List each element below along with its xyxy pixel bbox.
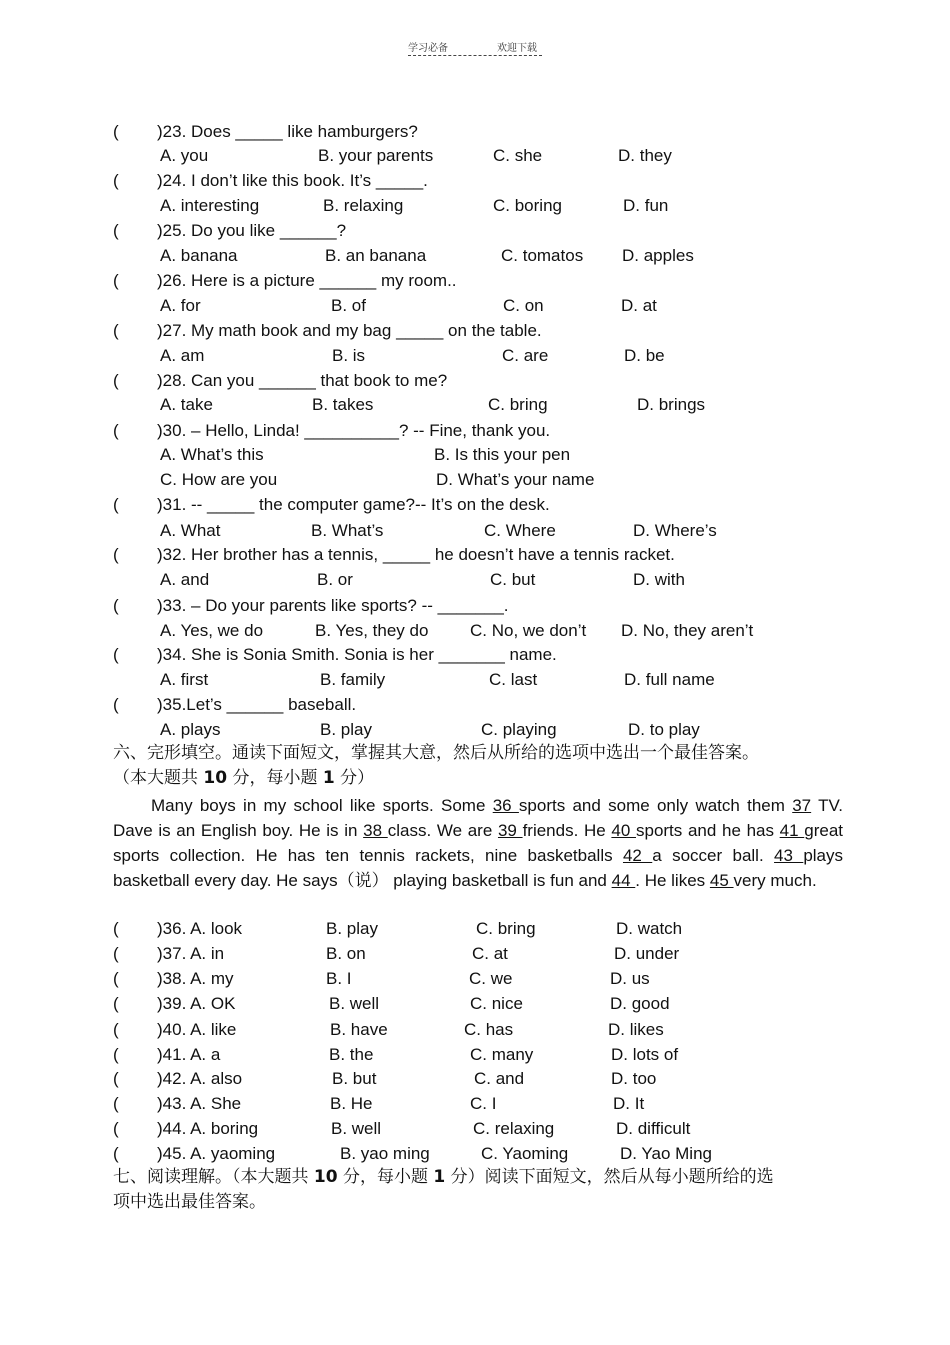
option-row xyxy=(0,445,950,465)
cloze-row xyxy=(0,994,950,1014)
question-row xyxy=(0,645,950,665)
option-b: B. the xyxy=(329,1045,374,1064)
question-row xyxy=(0,221,950,241)
option-row xyxy=(0,395,950,415)
option-c: C. bring xyxy=(488,395,548,414)
option-c: C. How are you xyxy=(160,470,278,489)
answer-paren: ( xyxy=(113,271,119,290)
option-c: C. many xyxy=(470,1045,534,1064)
option-c: C. nice xyxy=(470,994,523,1013)
blank-41: 41 xyxy=(779,821,805,840)
option-d: D. they xyxy=(618,146,672,165)
option-b: B. your parents xyxy=(318,146,434,165)
passage-text: a soccer ball. xyxy=(652,846,775,865)
cloze-row xyxy=(0,1020,950,1040)
passage-text: plays basketball every day. He says（说） playing basketball is fun and xyxy=(113,846,844,890)
cloze-stem: )43. A. She xyxy=(157,1094,242,1113)
passage-text: very much. xyxy=(733,871,817,890)
option-a: A. What’s this xyxy=(160,445,264,464)
cloze-row xyxy=(0,1045,950,1065)
question-stem: )25. Do you like ______? xyxy=(157,221,347,240)
option-row xyxy=(0,146,950,166)
cloze-stem: )41. A. a xyxy=(157,1045,221,1064)
option-row xyxy=(0,346,950,366)
heading-text: 分）阅读下面短文，然后从每小题所给的选 xyxy=(445,1167,774,1187)
cloze-stem: )36. A. look xyxy=(157,919,243,938)
question-stem: )27. My math book and my bag _____ on the table. xyxy=(157,321,542,340)
section6-note xyxy=(113,766,374,791)
blank-38: 38 xyxy=(363,821,388,840)
option-row xyxy=(0,570,950,590)
option-b: B. or xyxy=(317,570,353,589)
blank-44: 44 xyxy=(611,871,636,890)
header-right-text: 欢迎下载 xyxy=(497,43,537,54)
blank-39: 39 xyxy=(497,821,523,840)
option-c: C. No, we don’t xyxy=(470,621,587,640)
section7-score: 10 xyxy=(313,1167,338,1187)
option-c: C. but xyxy=(490,570,536,589)
answer-paren: ( xyxy=(113,919,119,938)
note-text: 分） xyxy=(334,768,375,788)
option-b: B. play xyxy=(326,919,378,938)
note-score: 10 xyxy=(203,768,228,788)
option-c: C. she xyxy=(493,146,543,165)
blank-37: 37 xyxy=(792,796,812,815)
option-b: B. yao ming xyxy=(340,1144,430,1163)
option-d: D. watch xyxy=(616,919,683,938)
option-b: B. What’s xyxy=(311,521,384,540)
option-c: C. I xyxy=(470,1094,497,1113)
note-text: 分，每小题 xyxy=(227,768,323,788)
option-a: A. am xyxy=(160,346,205,365)
question-stem: )31. -- _____ the computer game?-- It’s on the desk. xyxy=(157,495,550,514)
cloze-row xyxy=(0,1094,950,1114)
option-b: B. play xyxy=(320,720,372,739)
question-stem: )30. – Hello, Linda! __________? -- Fine, thank you. xyxy=(157,421,551,440)
option-c: C. and xyxy=(474,1069,525,1088)
question-stem: )32. Her brother has a tennis, _____ he doesn’t have a tennis racket. xyxy=(157,545,675,564)
option-b: B. an banana xyxy=(325,246,427,265)
option-b: B. takes xyxy=(312,395,374,414)
heading-text: 七、阅读理解。（本大题共 xyxy=(113,1167,314,1187)
answer-paren: ( xyxy=(113,1069,119,1088)
section6-heading: 六、完形填空。通读下面短文，掌握其大意，然后从所给的选项中选出一个最佳答案。 xyxy=(113,743,759,763)
option-c: C. Where xyxy=(484,521,556,540)
passage-text: sports and some only watch them xyxy=(518,796,793,815)
option-b: B. well xyxy=(331,1119,382,1138)
blank-43: 43 xyxy=(774,846,804,865)
section7-heading-line2: 项中选出最佳答案。 xyxy=(113,1192,266,1212)
passage-text: great sports collection. He has ten tennis rackets, nine basketballs xyxy=(113,821,843,865)
option-a: A. you xyxy=(160,146,209,165)
option-a: A. first xyxy=(160,670,209,689)
note-text: （本大题共 xyxy=(113,768,204,788)
option-c: C. are xyxy=(502,346,549,365)
answer-paren: ( xyxy=(113,1144,119,1163)
passage-text: friends. He xyxy=(522,821,612,840)
option-c: C. last xyxy=(489,670,538,689)
question-row xyxy=(0,171,950,191)
option-b: B. Yes, they do xyxy=(315,621,429,640)
cloze-stem: )37. A. in xyxy=(157,944,225,963)
option-row xyxy=(0,246,950,266)
option-a: A. and xyxy=(160,570,210,589)
cloze-stem: )44. A. boring xyxy=(157,1119,259,1138)
option-d: D. under xyxy=(614,944,680,963)
question-row xyxy=(0,122,950,142)
answer-paren: ( xyxy=(113,495,119,514)
section7-each: 1 xyxy=(433,1167,446,1187)
answer-paren: ( xyxy=(113,1119,119,1138)
option-row xyxy=(0,670,950,690)
option-d: D. us xyxy=(610,969,650,988)
question-row xyxy=(0,695,950,715)
option-d: D. fun xyxy=(623,196,669,215)
option-d: D. No, they aren’t xyxy=(621,621,754,640)
passage-text: . He likes xyxy=(635,871,710,890)
option-a: A. interesting xyxy=(160,196,260,215)
option-b: B. I xyxy=(326,969,352,988)
passage-text: TV. Dave is an English boy. He is in xyxy=(113,796,843,840)
option-d: D. brings xyxy=(637,395,706,414)
blank-36: 36 xyxy=(492,796,519,815)
option-d: D. too xyxy=(611,1069,657,1088)
option-d: D. difficult xyxy=(616,1119,691,1138)
answer-paren: ( xyxy=(113,171,119,190)
answer-paren: ( xyxy=(113,994,119,1013)
option-row xyxy=(0,470,950,490)
option-c: C. on xyxy=(503,296,544,315)
option-d: D. It xyxy=(613,1094,645,1113)
cloze-stem: )40. A. like xyxy=(157,1020,237,1039)
option-d: D. full name xyxy=(624,670,715,689)
option-d: D. apples xyxy=(622,246,694,265)
blank-40: 40 xyxy=(611,821,636,840)
answer-paren: ( xyxy=(113,545,119,564)
note-each: 1 xyxy=(322,768,335,788)
section7-heading xyxy=(113,1165,774,1190)
option-d: D. at xyxy=(621,296,657,315)
question-stem: )28. Can you ______ that book to me? xyxy=(157,371,448,390)
option-d: D. likes xyxy=(608,1020,664,1039)
option-a: A. Yes, we do xyxy=(160,621,264,640)
option-d: D. good xyxy=(610,994,670,1013)
option-c: C. Yaoming xyxy=(481,1144,569,1163)
option-b: B. He xyxy=(330,1094,373,1113)
option-c: C. relaxing xyxy=(473,1119,555,1138)
cloze-row xyxy=(0,1119,950,1139)
option-b: B. relaxing xyxy=(323,196,404,215)
question-stem: )23. Does _____ like hamburgers? xyxy=(157,122,418,141)
option-d: D. Where’s xyxy=(633,521,717,540)
option-b: B. family xyxy=(320,670,386,689)
cloze-row xyxy=(0,1144,950,1164)
option-a: A. take xyxy=(160,395,213,414)
option-row xyxy=(0,720,950,740)
option-d: D. with xyxy=(633,570,685,589)
option-b: B. Is this your pen xyxy=(434,445,571,464)
passage-text: class. We are xyxy=(387,821,498,840)
cloze-row xyxy=(0,1069,950,1089)
option-row xyxy=(0,521,950,541)
answer-paren: ( xyxy=(113,695,119,714)
option-b: B. have xyxy=(330,1020,388,1039)
blank-42: 42 xyxy=(622,846,653,865)
cloze-row xyxy=(0,944,950,964)
answer-paren: ( xyxy=(113,1094,119,1113)
answer-paren: ( xyxy=(113,221,119,240)
option-c: C. playing xyxy=(481,720,557,739)
cloze-row xyxy=(0,919,950,939)
option-b: B. well xyxy=(329,994,380,1013)
cloze-passage xyxy=(113,793,843,893)
question-stem: )33. – Do your parents like sports? -- _______. xyxy=(157,596,509,615)
option-c: C. bring xyxy=(476,919,536,938)
question-stem: )34. She is Sonia Smith. Sonia is her _______ name. xyxy=(157,645,557,664)
cloze-stem: )45. A. yaoming xyxy=(157,1144,276,1163)
option-c: C. we xyxy=(469,969,513,988)
question-stem: )26. Here is a picture ______ my room.. xyxy=(157,271,457,290)
cloze-stem: )39. A. OK xyxy=(157,994,236,1013)
answer-paren: ( xyxy=(113,944,119,963)
answer-paren: ( xyxy=(113,1020,119,1039)
option-c: C. boring xyxy=(493,196,562,215)
option-b: B. is xyxy=(332,346,366,365)
answer-paren: ( xyxy=(113,1045,119,1064)
question-row xyxy=(0,545,950,565)
answer-paren: ( xyxy=(113,122,119,141)
header-left-text: 学习必备 xyxy=(408,43,448,54)
passage-text: sports and he has xyxy=(635,821,780,840)
option-a: A. for xyxy=(160,296,201,315)
answer-paren: ( xyxy=(113,596,119,615)
answer-paren: ( xyxy=(113,371,119,390)
header-divider xyxy=(408,55,542,56)
question-row xyxy=(0,596,950,616)
option-b: B. but xyxy=(332,1069,377,1088)
cloze-stem: )38. A. my xyxy=(157,969,234,988)
question-row xyxy=(0,321,950,341)
option-row xyxy=(0,296,950,316)
answer-paren: ( xyxy=(113,421,119,440)
question-row xyxy=(0,495,950,515)
question-row xyxy=(0,371,950,391)
option-a: A. banana xyxy=(160,246,238,265)
option-c: C. at xyxy=(472,944,508,963)
answer-paren: ( xyxy=(113,321,119,340)
option-d: D. What’s your name xyxy=(436,470,595,489)
option-row xyxy=(0,196,950,216)
answer-paren: ( xyxy=(113,969,119,988)
option-c: C. has xyxy=(464,1020,514,1039)
option-d: D. be xyxy=(624,346,665,365)
option-c: C. tomatos xyxy=(501,246,584,265)
question-row xyxy=(0,271,950,291)
question-stem: )35.Let’s ______ baseball. xyxy=(157,695,357,714)
answer-paren: ( xyxy=(113,645,119,664)
option-row xyxy=(0,621,950,641)
cloze-row xyxy=(0,969,950,989)
question-row xyxy=(0,421,950,441)
blank-45: 45 xyxy=(709,871,734,890)
option-d: D. Yao Ming xyxy=(620,1144,712,1163)
passage-text: Many boys in my school like sports. Some xyxy=(151,796,493,815)
option-d: D. to play xyxy=(628,720,700,739)
option-a: A. plays xyxy=(160,720,221,739)
option-a: A. What xyxy=(160,521,221,540)
cloze-stem: )42. A. also xyxy=(157,1069,243,1088)
option-b: B. on xyxy=(326,944,366,963)
question-stem: )24. I don’t like this book. It’s _____. xyxy=(157,171,428,190)
option-d: D. lots of xyxy=(611,1045,679,1064)
heading-text: 分，每小题 xyxy=(337,1167,434,1187)
option-b: B. of xyxy=(331,296,366,315)
